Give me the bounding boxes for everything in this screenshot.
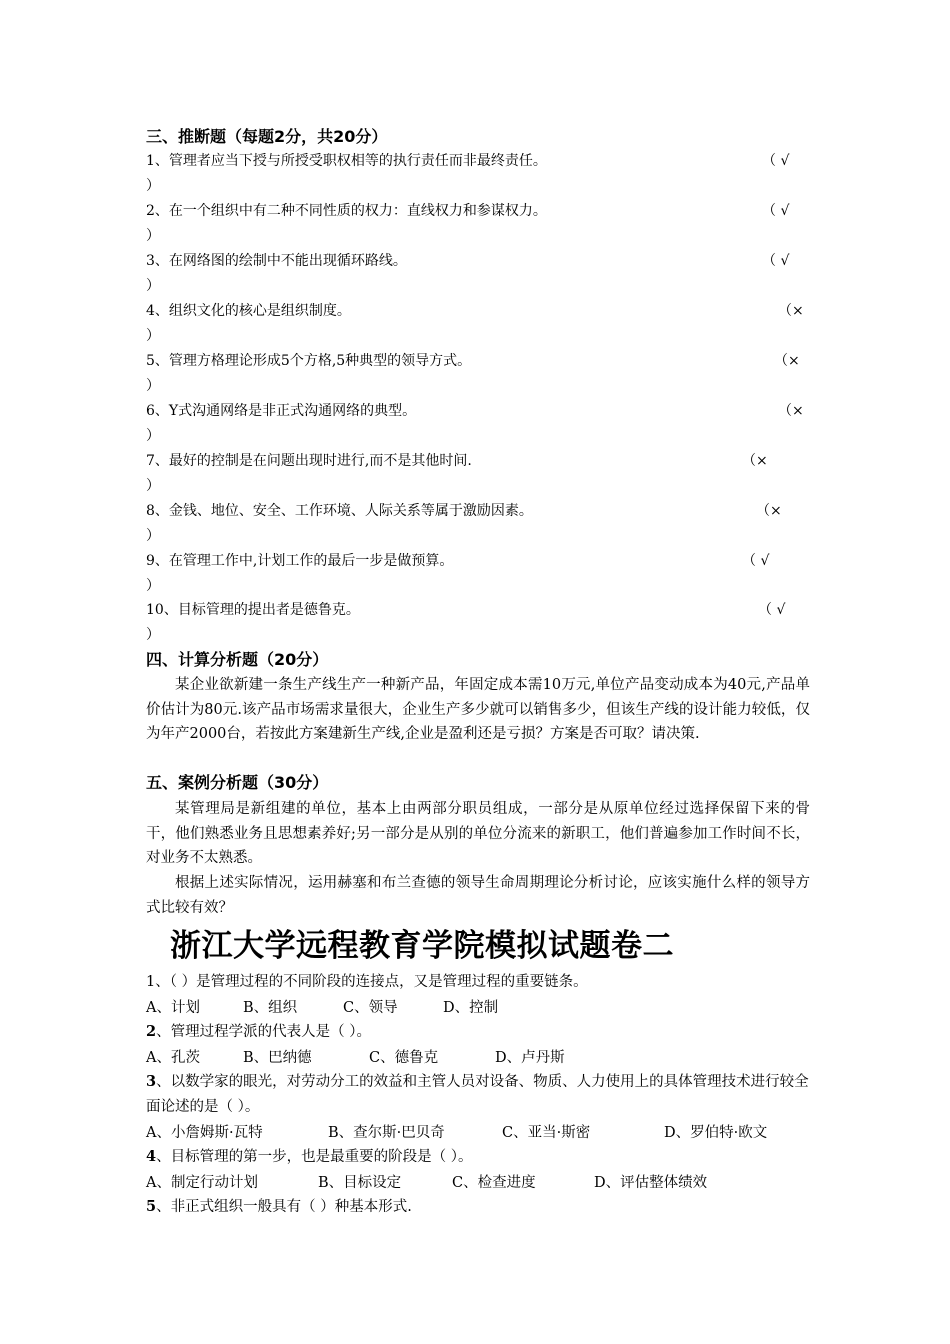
judgement-close-10: ） <box>146 627 160 643</box>
question-number: 4 <box>146 1148 157 1165</box>
mc-options-4 <box>146 1173 707 1193</box>
option-d: D、卢丹斯 <box>495 1050 565 1066</box>
mc-question-2 <box>146 1020 810 1045</box>
question-text: 、非正式组织一般具有（ ）种基本形式. <box>156 1199 412 1215</box>
judgement-answer-8: （× <box>756 503 782 519</box>
section5-body-2: 根据上述实际情况，运用赫塞和布兰查德的领导生命周期理论分析讨论，应该实施什么样的领导方式比较有效？ <box>146 875 810 916</box>
judgement-item-6: 6、Y式沟通网络是非正式沟通网络的典型。 <box>146 403 417 419</box>
judgement-answer-3: （ √ <box>762 253 790 269</box>
mc-question-5 <box>146 1195 810 1220</box>
section5-heading: 五、案例分析题（30分） <box>146 773 329 792</box>
judgement-answer-5: （× <box>774 353 800 369</box>
option-a: A、孔茨 <box>146 1050 200 1066</box>
option-c: C、领导 <box>343 1000 398 1016</box>
section5-body-1: 某管理局是新组建的单位，基本上由两部分职员组成，一部分是从原单位经过选择保留下来的骨干，他们熟悉业务且思想素养好;另一部分是从别的单位分流来的新职工，他们普遍参加工作时间不长，对业务不太熟悉。 <box>146 801 810 866</box>
option-c: C、亚当·斯密 <box>502 1125 591 1141</box>
section4-body: 某企业欲新建一条生产线生产一种新产品，年固定成本需10万元,单位产品变动成本为40元,产品单价估计为80元.该产品市场需求量很大，企业生产多少就可以销售多少，但该生产线的设计能力较低，仅为年产2000台，若按此方案建新生产线,企业是盈利还是亏损？方案是否可取？请决策. <box>146 677 810 742</box>
mc-question-3 <box>146 1070 810 1119</box>
question-number: 2 <box>146 1023 157 1040</box>
question-text: 、管理过程学派的代表人是（ ）。 <box>156 1024 371 1040</box>
option-b: B、查尔斯·巴贝奇 <box>328 1125 445 1141</box>
question-text: 、以数学家的眼光，对劳动分工的效益和主管人员对设备、物质、人力使用上的具体管理技术进行较全面论述的是（ ）。 <box>146 1074 809 1115</box>
judgement-answer-1: （ √ <box>762 153 790 169</box>
judgement-answer-10: （ √ <box>758 602 786 618</box>
judgement-answer-2: （ √ <box>762 203 790 219</box>
option-c: C、检查进度 <box>452 1175 536 1191</box>
mc-question-4 <box>146 1145 810 1170</box>
option-a: A、计划 <box>146 1000 200 1016</box>
judgement-close-3: ） <box>146 278 160 294</box>
mc-options-2 <box>146 1048 565 1068</box>
judgement-item-10: 10、目标管理的提出者是德鲁克。 <box>146 602 360 618</box>
exam2-title: 浙江大学远程教育学院模拟试题卷二 <box>170 928 674 964</box>
option-c: C、德鲁克 <box>369 1050 439 1066</box>
option-b: B、组织 <box>243 1000 298 1016</box>
judgement-answer-6: （× <box>778 403 804 419</box>
judgement-close-8: ） <box>146 528 160 544</box>
judgement-close-6: ） <box>146 428 160 444</box>
mc-options-3 <box>146 1123 767 1143</box>
option-a: A、小詹姆斯·瓦特 <box>146 1125 263 1141</box>
judgement-close-9: ） <box>146 578 160 594</box>
judgement-close-4: ） <box>146 328 160 344</box>
judgement-item-1: 1、管理者应当下授与所授受职权相等的执行责任而非最终责任。 <box>146 153 547 169</box>
option-d: D、控制 <box>443 1000 499 1016</box>
section3-heading: 三、推断题（每题2分，共20分） <box>146 127 388 146</box>
judgement-item-9: 9、在管理工作中,计划工作的最后一步是做预算。 <box>146 553 454 569</box>
question-text: 、目标管理的第一步，也是最重要的阶段是（ ）。 <box>156 1149 473 1165</box>
option-d: D、评估整体绩效 <box>594 1175 708 1191</box>
judgement-close-1: ） <box>146 178 160 194</box>
judgement-close-2: ） <box>146 228 160 244</box>
judgement-close-5: ） <box>146 378 160 394</box>
judgement-item-5: 5、管理方格理论形成5个方格,5种典型的领导方式。 <box>146 353 472 369</box>
question-text: 、（ ）是管理过程的不同阶段的连接点，又是管理过程的重要链条。 <box>155 974 588 990</box>
judgement-item-7: 7、最好的控制是在问题出现时进行,而不是其他时间. <box>146 453 472 469</box>
mc-options-1 <box>146 998 498 1018</box>
judgement-answer-9: （ √ <box>742 553 770 569</box>
judgement-item-8: 8、金钱、地位、安全、工作环境、人际关系等属于激励因素。 <box>146 503 533 519</box>
judgement-item-4: 4、组织文化的核心是组织制度。 <box>146 303 351 319</box>
option-d: D、罗伯特·欧文 <box>664 1125 768 1141</box>
judgement-answer-4: （× <box>778 303 804 319</box>
judgement-close-7: ） <box>146 478 160 494</box>
section4-heading: 四、计算分析题（20分） <box>146 650 329 669</box>
mc-question-1 <box>146 970 810 995</box>
option-a: A、制定行动计划 <box>146 1175 258 1191</box>
option-b: B、目标设定 <box>318 1175 402 1191</box>
judgement-item-2: 2、在一个组织中有二种不同性质的权力：直线权力和参谋权力。 <box>146 203 547 219</box>
question-number: 1 <box>146 974 156 990</box>
question-number: 5 <box>146 1198 157 1215</box>
judgement-item-3: 3、在网络图的绘制中不能出现循环路线。 <box>146 253 407 269</box>
question-number: 3 <box>146 1073 157 1090</box>
judgement-answer-7: （× <box>742 453 768 469</box>
option-b: B、巴纳德 <box>243 1050 312 1066</box>
